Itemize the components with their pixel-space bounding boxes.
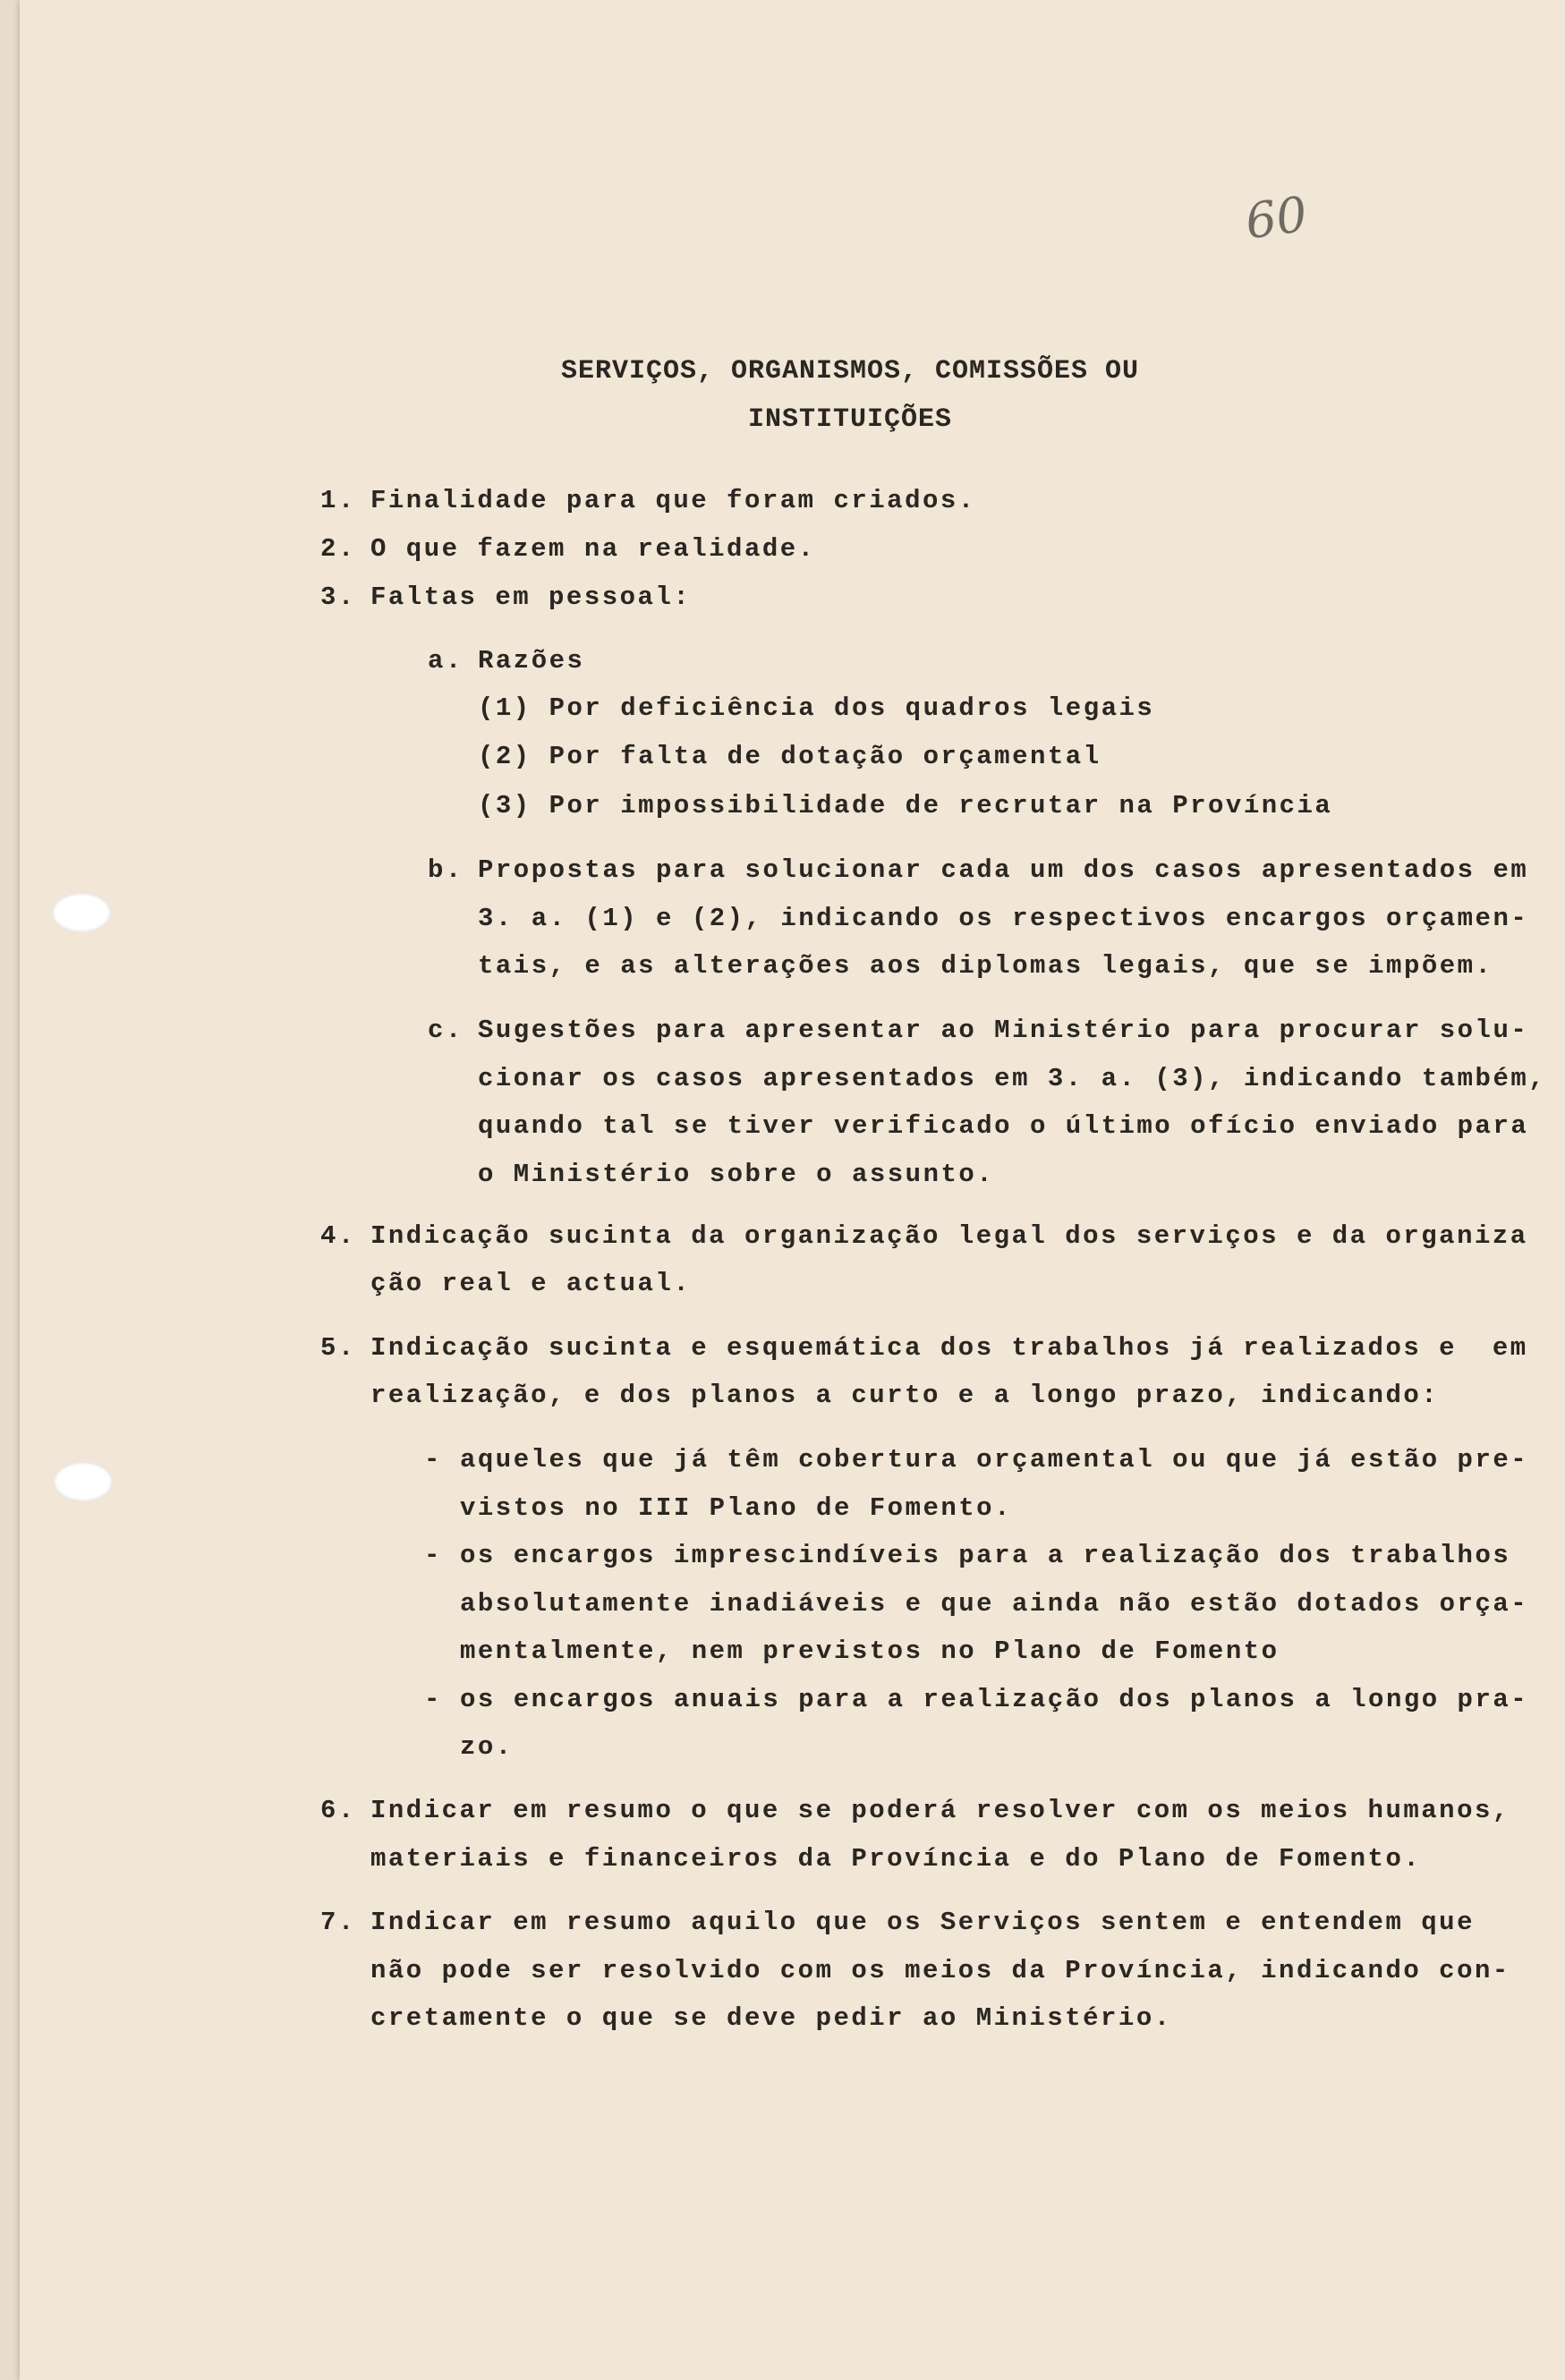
sub-c-label: c.: [428, 1016, 464, 1045]
sub-a-point-1: (1) Por deficiência dos quadros legais: [478, 693, 1155, 723]
punch-hole: [54, 1462, 113, 1501]
dash-bullet: -: [424, 1685, 442, 1714]
sub-b-label: b.: [428, 855, 464, 885]
item-5-number: 5.: [320, 1333, 356, 1363]
title-line-1: SERVIÇOS, ORGANISMOS, COMISSÕES OU: [560, 356, 1140, 387]
item-4-number: 4.: [320, 1221, 356, 1251]
item-2-text: O que fazem na realidade.: [370, 534, 816, 564]
sub-a-point-3: (3) Por impossibilidade de recrutar na Província: [478, 791, 1333, 820]
dash-bullet: -: [424, 1541, 442, 1570]
dash-2-line-1: os encargos imprescindíveis para a realização dos trabalhos: [460, 1541, 1511, 1570]
title-line-2: INSTITUIÇÕES: [747, 404, 953, 435]
item-5-line-2: realização, e dos planos a curto e a longo prazo, indicando:: [370, 1381, 1440, 1410]
item-4-line-1: Indicação sucinta da organização legal dos serviços e da organiza: [370, 1221, 1528, 1251]
sub-c-line-1: Sugestões para apresentar ao Ministério para procurar solu-: [478, 1016, 1529, 1045]
item-7-line-1: Indicar em resumo aquilo que os Serviços sentem e entendem que: [370, 1908, 1475, 1937]
sub-b-line-3: tais, e as alterações aos diplomas legais, que se impõem.: [478, 951, 1493, 981]
item-7-number: 7.: [320, 1908, 356, 1937]
item-2-number: 2.: [320, 534, 356, 564]
dash-1-line-2: vistos no III Plano de Fomento.: [460, 1493, 1012, 1523]
item-7-line-3: cretamente o que se deve pedir ao Ministério.: [370, 2003, 1172, 2033]
item-6-number: 6.: [320, 1796, 356, 1825]
dash-1-line-1: aqueles que já têm cobertura orçamental ou que já estão pre-: [460, 1445, 1529, 1475]
sub-c-line-3: quando tal se tiver verificado o último ofício enviado para: [478, 1111, 1529, 1141]
dash-2-line-3: mentalmente, nem previstos no Plano de Fomento: [460, 1636, 1280, 1666]
item-6-line-1: Indicar em resumo o que se poderá resolver com os meios humanos,: [370, 1796, 1510, 1825]
item-4-line-2: ção real e actual.: [370, 1269, 692, 1298]
sub-a-label: a.: [428, 646, 464, 676]
item-1-number: 1.: [320, 486, 356, 515]
item-3-text: Faltas em pessoal:: [370, 582, 692, 612]
sub-b-line-2: 3. a. (1) e (2), indicando os respectivos encargos orçamen-: [478, 904, 1529, 933]
sub-a-text: Razões: [478, 646, 585, 676]
item-6-line-2: materiais e financeiros da Província e do Plano de Fomento.: [370, 1844, 1422, 1874]
dash-3-line-2: zo.: [460, 1732, 514, 1762]
sub-c-line-2: cionar os casos apresentados em 3. a. (3), indicando também,: [478, 1064, 1547, 1093]
dash-3-line-1: os encargos anuais para a realização dos planos a longo pra-: [460, 1685, 1529, 1714]
item-1-text: Finalidade para que foram criados.: [370, 486, 976, 515]
punch-hole: [52, 893, 111, 932]
sub-a-point-2: (2) Por falta de dotação orçamental: [478, 742, 1101, 771]
page-number: 60: [1241, 185, 1311, 251]
dash-bullet: -: [424, 1445, 442, 1475]
dash-2-line-2: absolutamente inadiáveis e que ainda não estão dotados orça-: [460, 1589, 1529, 1619]
item-5-line-1: Indicação sucinta e esquemática dos trabalhos já realizados e em: [370, 1333, 1528, 1363]
sub-b-line-1: Propostas para solucionar cada um dos casos apresentados em: [478, 855, 1529, 885]
item-7-line-2: não pode ser resolvido com os meios da Província, indicando con-: [370, 1956, 1510, 1985]
item-3-number: 3.: [320, 582, 356, 612]
sub-c-line-4: o Ministério sobre o assunto.: [478, 1160, 995, 1189]
